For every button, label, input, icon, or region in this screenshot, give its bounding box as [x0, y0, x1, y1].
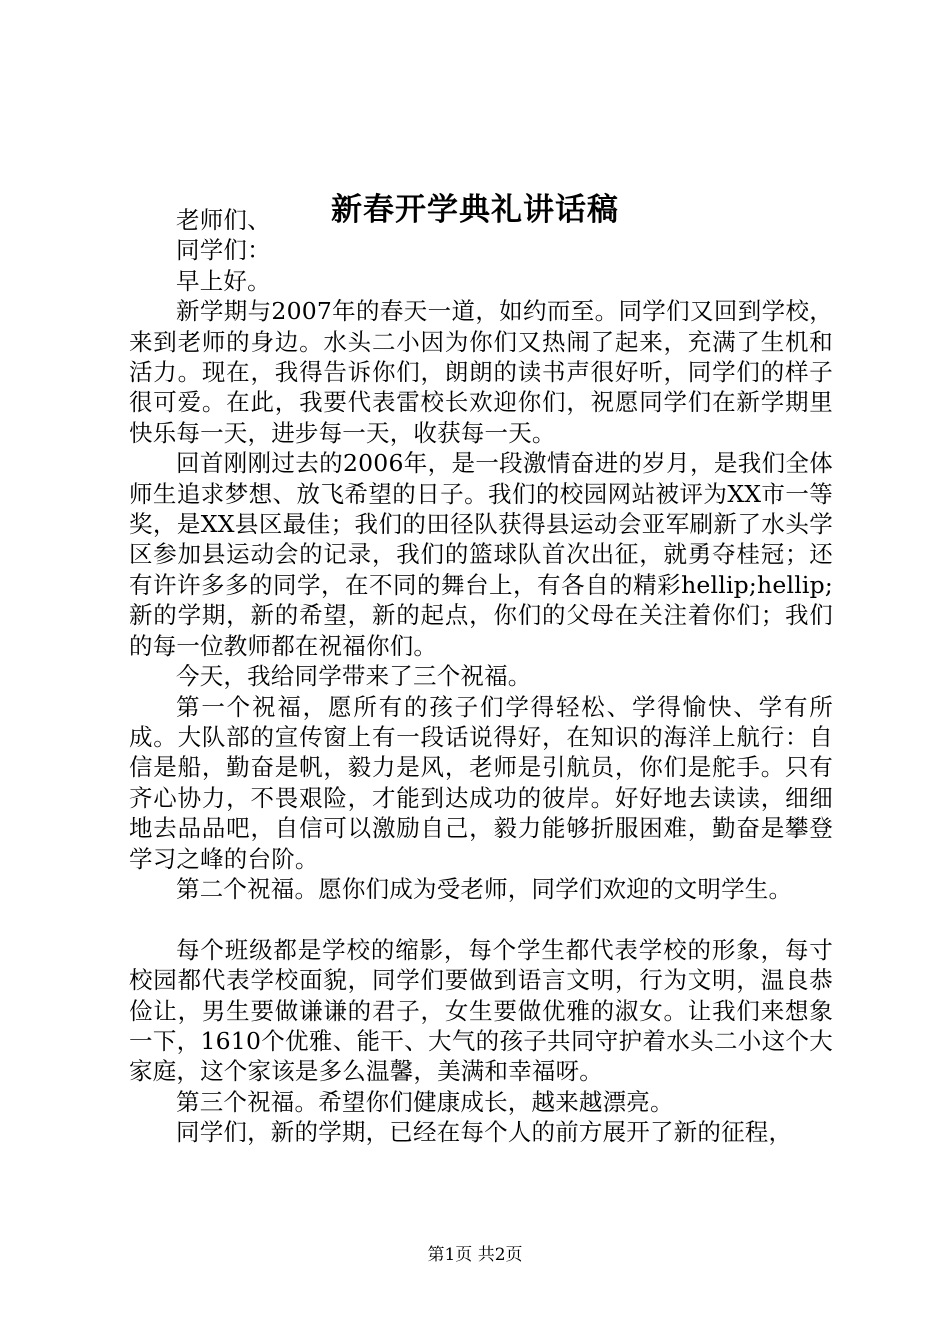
document-body — [129, 205, 833, 1148]
body-paragraph: 每个班级都是学校的缩影，每个学生都代表学校的形象，每寸校园都代表学校面貌，同学们要做到语言文明，行为文明，温良恭俭让，男生要做谦谦的君子，女生要做优雅的淑女。让我们来想象一下，1610个优雅、能干、大气的孩子共同守护着水头二小这个大家庭，这个家该是多么温馨，美满和幸福呀。 — [129, 935, 833, 1086]
body-paragraph: 回首刚刚过去的2006年，是一段激情奋进的岁月，是我们全体师生追求梦想、放飞希望的日子。我们的校园网站被评为XX市一等奖，是XX县区最佳；我们的田径队获得县运动会亚军刷新了水头学区参加县运动会的记录，我们的篮球队首次出征，就勇夺桂冠；还有许许多多的同学，在不同的舞台上，有各自的精彩hellip;hellip;新的学期，新的希望，新的起点，你们的父母在关注着你们；我们的每一位教师都在祝福你们。 — [129, 449, 833, 660]
body-paragraph: 新学期与2007年的春天一道，如约而至。同学们又回到学校，来到老师的身边。水头二小因为你们又热闹了起来，充满了生机和活力。现在，我得告诉你们，朗朗的读书声很好听，同学们的样子很可爱。在此，我要代表雷校长欢迎你们，祝愿同学们在新学期里快乐每一天，进步每一天，收获每一天。 — [129, 297, 833, 447]
body-paragraph: 同学们，新的学期，已经在每个人的前方展开了新的征程， — [176, 1118, 793, 1147]
document-title: 新春开学典礼讲话稿 — [331, 192, 619, 228]
page-number: 第1页 共2页 — [427, 1245, 523, 1265]
body-paragraph: 第一个祝福，愿所有的孩子们学得轻松、学得愉快、学有所成。大队部的宣传窗上有一段话说得好，在知识的海洋上航行：自信是船，勤奋是帆，毅力是风，老师是引航员，你们是舵手。只有齐心协力，不畏艰险，才能到达成功的彼岸。好好地去读读，细细地去品品吧，自信可以激励自己，毅力能够折服困难，勤奋是攀登学习之峰的台阶。 — [129, 692, 833, 873]
body-paragraph: 第二个祝福。愿你们成为受老师，同学们欢迎的文明学生。 — [176, 874, 793, 903]
greeting-line: 早上好。 — [176, 266, 271, 295]
greeting-line: 老师们、 — [176, 206, 271, 234]
body-paragraph: 今天，我给同学带来了三个祝福。 — [176, 662, 532, 691]
greeting-line: 同学们： — [176, 236, 271, 265]
body-paragraph: 第三个祝福。希望你们健康成长，越来越漂亮。 — [176, 1087, 674, 1116]
